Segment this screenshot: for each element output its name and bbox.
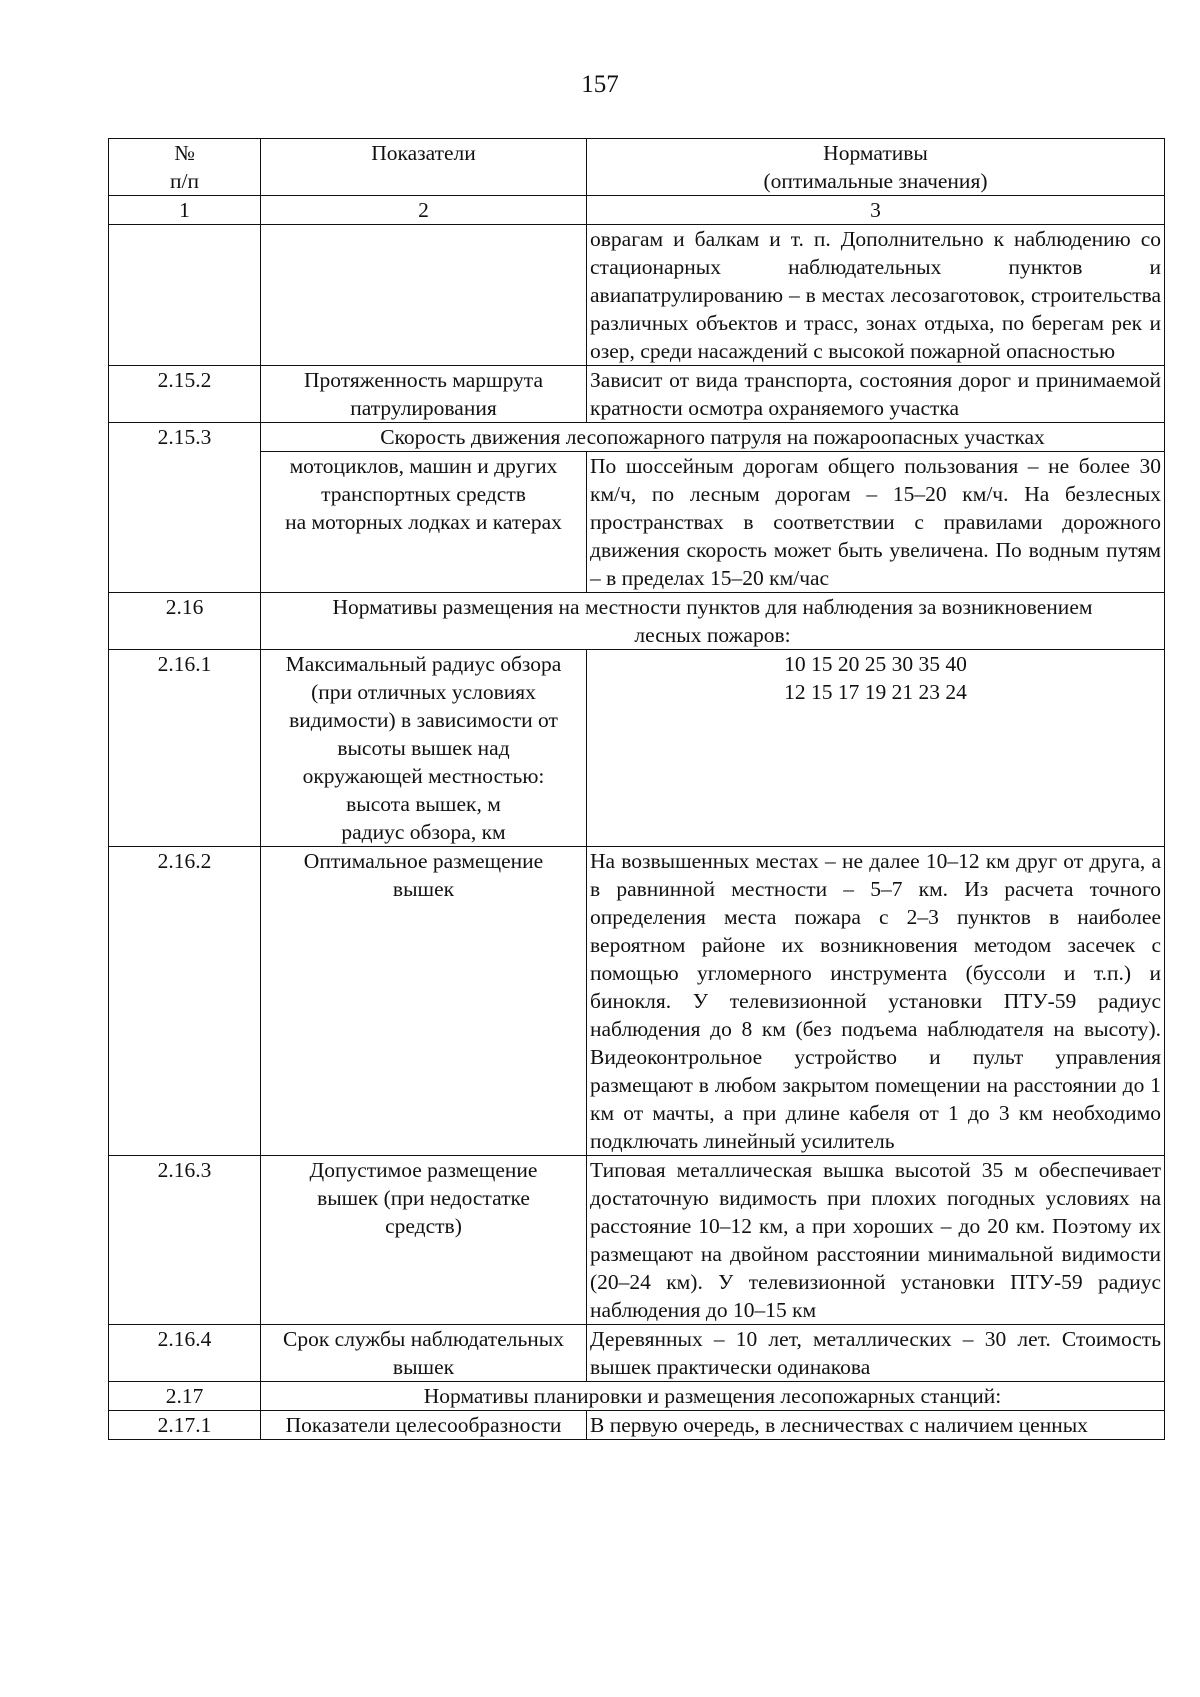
table-row <box>109 1382 1165 1411</box>
header-norms-title: Нормативы <box>823 141 928 165</box>
table-row <box>109 452 1165 593</box>
indicator-line: транспортных средств <box>321 482 526 506</box>
indicator-line: Протяженность маршрута <box>304 368 543 392</box>
header-number <box>109 139 261 196</box>
indicator-line: радиус обзора, км <box>341 820 506 844</box>
table-row <box>109 847 1165 1156</box>
row-number: 2.17.1 <box>109 1411 261 1440</box>
row-norm: оврагам и балкам и т. п. Дополнительно к наблюдению со стационарных наблюдательных пунктов и авиапатрулированию – в местах лесозаготовок, строительства различных объектов и трасс, зонах отдыха, по берегам рек и озер, среди насаждений с высокой пожарной опасностью <box>587 225 1165 366</box>
row-norm: Деревянных – 10 лет, металлических – 30 лет. Стоимость вышек практически одинакова <box>587 1325 1165 1382</box>
row-norm: Типовая металлическая вышка высотой 35 м обеспечивает достаточную видимость при плохих погодных условиях на расстояние 10–12 км, а при хороших – до 20 км. Поэтому их размещают на двойном расстоянии минимальной видимости (20–24 км). У телевизионной установки ПТУ-59 радиус наблюдения до 10–15 км <box>587 1156 1165 1325</box>
table-row <box>109 423 1165 452</box>
indicator-line: Допустимое размещение <box>309 1158 538 1182</box>
row-number: 2.16.4 <box>109 1325 261 1382</box>
norms-table <box>108 138 1165 1440</box>
row-indicator <box>261 650 587 847</box>
row-number <box>109 225 261 366</box>
table-row <box>109 1156 1165 1325</box>
page-number: 157 <box>581 71 619 98</box>
row-norm <box>587 650 1165 847</box>
header-number-symbol: № <box>174 141 195 165</box>
row-number: 2.15.2 <box>109 366 261 423</box>
row-number: 2.16.3 <box>109 1156 261 1325</box>
section-title-line: лесных пожаров: <box>634 623 791 647</box>
column-index-2: 2 <box>261 196 587 225</box>
indicator-line: высота вышек, м <box>346 792 501 816</box>
row-indicator <box>261 366 587 423</box>
row-number: 2.16 <box>109 593 261 650</box>
row-indicator <box>261 225 587 366</box>
tower-heights: 10 15 20 25 30 35 40 <box>784 652 967 676</box>
indicator-line: вышек <box>392 1355 455 1379</box>
table-row <box>109 650 1165 847</box>
table-row <box>109 593 1165 650</box>
indicator-line: патрулирования <box>350 396 497 420</box>
header-norms <box>587 139 1165 196</box>
indicator-line: на моторных лодках и катерах <box>285 510 562 534</box>
indicator-line: средств) <box>385 1214 462 1238</box>
section-title: Нормативы планировки и размещения лесопожарных станций: <box>261 1382 1165 1411</box>
table-row <box>109 1325 1165 1382</box>
header-indicators: Показатели <box>261 139 587 196</box>
header-number-abbr: п/п <box>170 169 199 193</box>
indicator-line: видимости) в зависимости от <box>289 708 558 732</box>
section-title-line: Нормативы размещения на местности пунктов для наблюдения за возникновением <box>332 595 1093 619</box>
row-indicator <box>261 1325 587 1382</box>
header-row <box>109 139 1165 196</box>
column-index-3: 3 <box>587 196 1165 225</box>
indicator-line: мотоциклов, машин и других <box>289 454 558 478</box>
table-row <box>109 366 1165 423</box>
row-norm: Зависит от вида транспорта, состояния дорог и принимаемой кратности осмотра охраняемого участка <box>587 366 1165 423</box>
row-indicator <box>261 452 587 593</box>
view-radii: 12 15 17 19 21 23 24 <box>784 680 967 704</box>
table-row <box>109 225 1165 366</box>
row-indicator <box>261 847 587 1156</box>
row-number: 2.15.3 <box>109 423 261 593</box>
row-indicator <box>261 1156 587 1325</box>
indicator-line: (при отличных условиях <box>311 680 536 704</box>
indicator-line: вышек (при недостатке <box>317 1186 530 1210</box>
row-indicator: Показатели целесообразности <box>261 1411 587 1440</box>
header-norms-subtitle: (оптимальные значения) <box>763 169 988 193</box>
row-norm: В первую очередь, в лесничествах с наличием ценных <box>587 1411 1165 1440</box>
row-number: 2.17 <box>109 1382 261 1411</box>
indicator-line: Оптимальное размещение <box>303 849 544 873</box>
column-index-row <box>109 196 1165 225</box>
indicator-line: вышек <box>392 877 455 901</box>
row-number: 2.16.1 <box>109 650 261 847</box>
section-title <box>261 593 1165 650</box>
row-norm: По шоссейным дорогам общего пользования – не более 30 км/ч, по лесным дорогам – 15–20 км/ч. На безлесных пространствах в соответствии с правилами дорожного движения скорость может быть увеличена. По водным путям – в пределах 15–20 км/час <box>587 452 1165 593</box>
column-index-1: 1 <box>109 196 261 225</box>
indicator-line: высоты вышек над <box>337 736 510 760</box>
indicator-line: Срок службы наблюдательных <box>283 1327 564 1351</box>
row-norm: На возвышенных местах – не далее 10–12 км друг от друга, а в равнинной местности – 5–7 км. Из расчета точного определения места пожара с 2–3 пунктов в наиболее вероятном районе их возникновения методом засечек с помощью угломерного инструмента (буссоли и т.п.) и бинокля. У телевизионной установки ПТУ-59 радиус наблюдения до 8 км (без подъема наблюдателя на высоту). Видеоконтрольное устройство и пульт управления размещают в любом закрытом помещении на расстоянии до 1 км от мачты, а при длине кабеля от 1 до 3 км необходимо подключать линейный усилитель <box>587 847 1165 1156</box>
indicator-line: окружающей местностью: <box>302 764 545 788</box>
section-title: Скорость движения лесопожарного патруля на пожароопасных участках <box>261 423 1165 452</box>
indicator-line: Максимальный радиус обзора <box>285 652 562 676</box>
row-number: 2.16.2 <box>109 847 261 1156</box>
table-row <box>109 1411 1165 1440</box>
